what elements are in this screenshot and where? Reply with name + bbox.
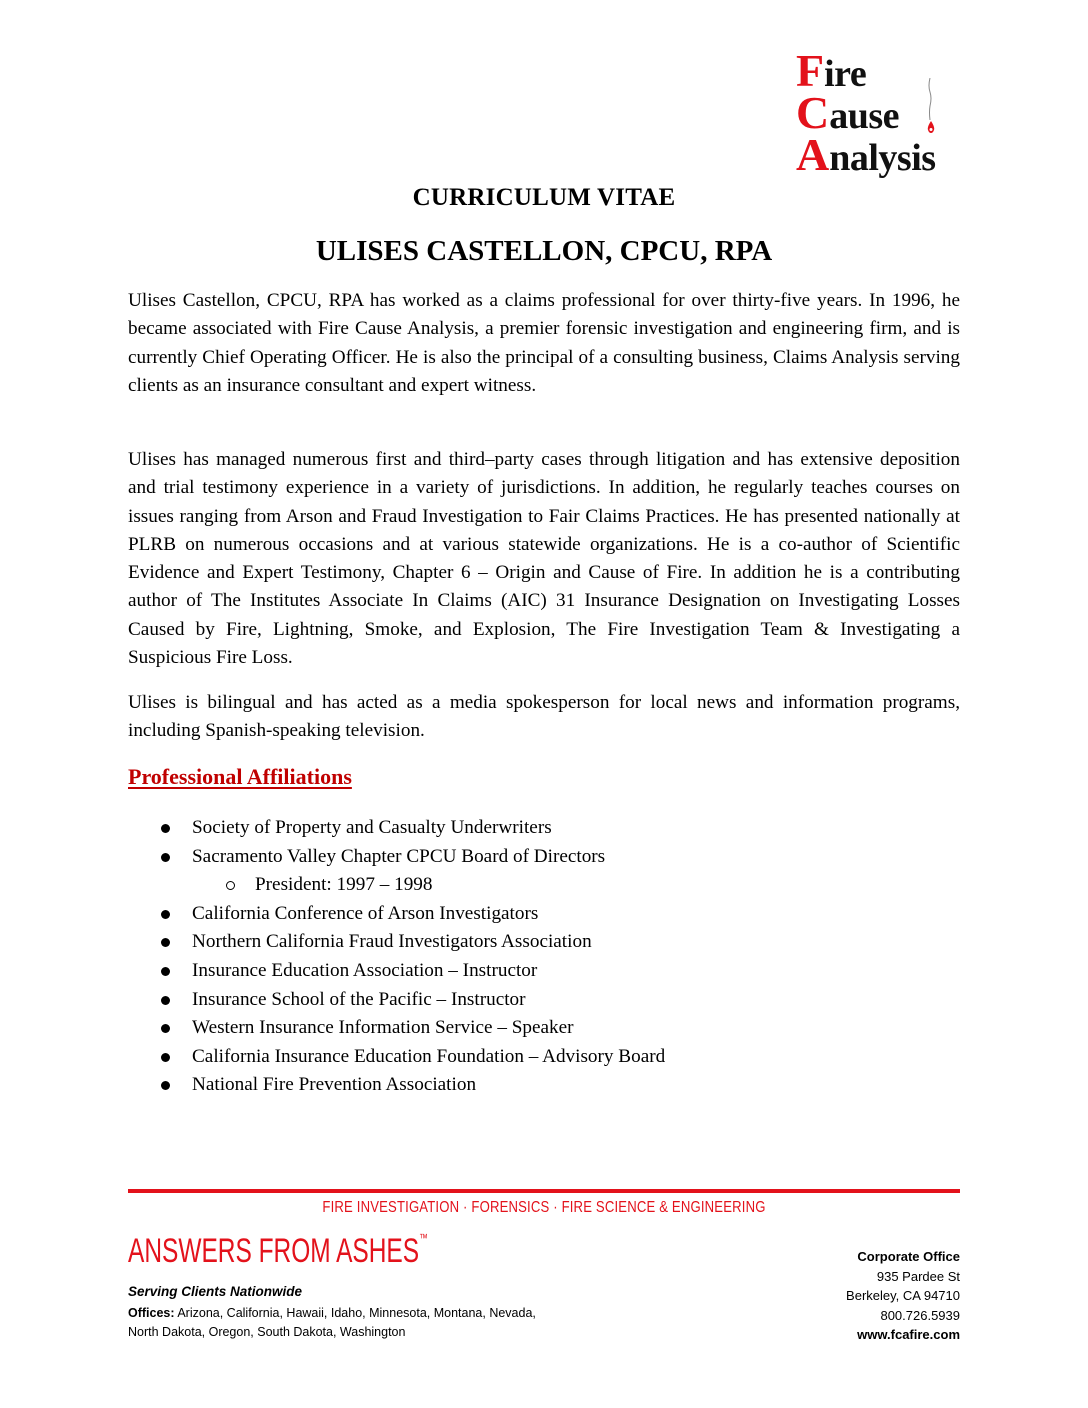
logo-initial-a: A bbox=[796, 129, 830, 180]
logo-line-analysis bbox=[796, 129, 936, 180]
list-item-text: Insurance School of the Pacific – Instructor bbox=[192, 988, 526, 1010]
bullet-icon bbox=[161, 824, 170, 833]
bullet-icon bbox=[161, 938, 170, 947]
section-heading-affiliations: Professional Affiliations bbox=[128, 764, 352, 789]
bullet-icon bbox=[161, 1024, 170, 1033]
bio-paragraph-2: Ulises has managed numerous first and third–party cases through litigation and has extensive deposition and trial testimony experience in a variety of jurisdictions. In addition, he regularly teaches courses on issues ranging from Arson and Fraud Investigation to Fair Claims Practices. He has presented nationally at PLRB on numerous occasions and at various statewide organizations. He is a co-author of Scientific Evidence and Expert Testimony, Chapter 6 – Origin and Cause of Fire. In addition he is a contributing author of The Institutes Associate In Claims (AIC) 31 Insurance Designation on Investigating Losses Caused by Fire, Lightning, Smoke, and Explosion, The Fire Investigation Team & Investigating a Suspicious Fire Loss. bbox=[128, 449, 960, 669]
hollow-bullet-icon bbox=[226, 881, 235, 890]
bullet-icon bbox=[161, 996, 170, 1005]
list-item bbox=[128, 1071, 828, 1100]
list-item-text: President: 1997 – 1998 bbox=[255, 874, 433, 896]
list-item bbox=[128, 928, 828, 957]
person-name: ULISES CASTELLON, CPCU, RPA bbox=[315, 235, 773, 267]
logo-text-nalysis: nalysis bbox=[829, 137, 936, 179]
corporate-city: Berkeley, CA 94710 bbox=[846, 1288, 960, 1303]
list-item-text: Society of Property and Casualty Underwriters bbox=[192, 817, 552, 838]
list-item-text: Northern California Fraud Investigators Association bbox=[192, 931, 592, 953]
document-title: CURRICULUM VITAE bbox=[412, 184, 676, 211]
corporate-phone: 800.726.5939 bbox=[880, 1307, 960, 1323]
list-item bbox=[128, 1014, 828, 1043]
list-item bbox=[128, 843, 828, 872]
serving-statement: Serving Clients Nationwide bbox=[128, 1284, 303, 1299]
brand-slogan-text: ANSWERS FROM ASHES bbox=[128, 1232, 420, 1270]
bullet-icon bbox=[161, 1053, 170, 1062]
list-item-text: Sacramento Valley Chapter CPCU Board of Directors bbox=[192, 845, 606, 867]
offices-label: Offices: bbox=[128, 1306, 175, 1320]
logo-text-ause: ause bbox=[829, 95, 900, 137]
offices-text: Arizona, California, Hawaii, Idaho, Minnesota, Montana, Nevada, North Dakota, Oregon, South Dakota, Washington bbox=[128, 1306, 536, 1339]
bullet-icon bbox=[161, 910, 170, 919]
bullet-icon bbox=[161, 967, 170, 976]
footer-tagline: FIRE INVESTIGATION · FORENSICS · FIRE SCIENCE & ENGINEERING bbox=[322, 1199, 766, 1216]
list-item-text: Insurance Education Association – Instructor bbox=[192, 959, 538, 981]
logo-initial-c: C bbox=[796, 87, 830, 138]
corporate-street: 935 Pardee St bbox=[876, 1268, 960, 1284]
list-item bbox=[128, 1043, 828, 1072]
list-subitem bbox=[128, 871, 828, 900]
list-item-text: National Fire Prevention Association bbox=[192, 1074, 477, 1096]
offices-list bbox=[128, 1304, 558, 1342]
flame-drop-icon bbox=[927, 121, 935, 133]
logo-text-ire: ire bbox=[824, 53, 867, 95]
smoke-icon bbox=[927, 78, 933, 120]
trademark-symbol: ™ bbox=[419, 1230, 428, 1245]
list-item bbox=[128, 986, 828, 1015]
logo-initial-f: F bbox=[796, 45, 825, 96]
footer-divider bbox=[128, 1189, 960, 1193]
bullet-icon bbox=[161, 853, 170, 862]
corporate-office-label: Corporate Office bbox=[857, 1249, 960, 1264]
list-item bbox=[128, 957, 828, 986]
list-item bbox=[128, 900, 828, 929]
corporate-office-block bbox=[846, 1247, 960, 1345]
bullet-icon bbox=[161, 1081, 170, 1090]
list-item bbox=[128, 814, 828, 843]
affiliations-list bbox=[128, 814, 828, 1100]
bio-paragraph-1: Ulises Castellon, CPCU, RPA has worked as a claims professional for over thirty-five years. In 1996, he became associated with Fire Cause Analysis, a premier forensic investigation and engineering firm, and is currently Chief Operating Officer. He is also the principal of a consulting business, Claims Analysis serving clients as an insurance consultant and expert witness. bbox=[128, 290, 960, 396]
list-item-text: California Insurance Education Foundation – Advisory Board bbox=[192, 1045, 666, 1067]
brand-slogan bbox=[128, 1232, 428, 1271]
list-item-text: California Conference of Arson Investigators bbox=[192, 902, 539, 924]
list-item-text: Western Insurance Information Service – Speaker bbox=[192, 1017, 574, 1039]
website-link[interactable]: www.fcafire.com bbox=[857, 1327, 960, 1342]
bio-paragraph-3: Ulises is bilingual and has acted as a media spokesperson for local news and information programs, including Spanish-speaking television. bbox=[128, 692, 960, 742]
company-logo bbox=[796, 45, 966, 180]
